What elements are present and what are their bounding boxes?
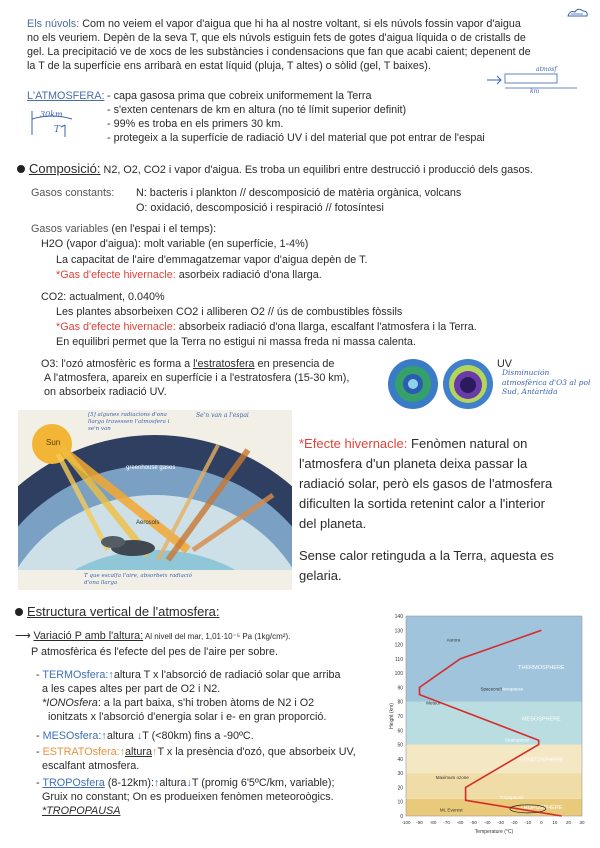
temperature-profile-chart xyxy=(388,610,588,836)
x-tick-label: 0 xyxy=(540,820,543,825)
greenhouse-line: del planeta. xyxy=(299,516,367,531)
layer-band xyxy=(406,773,582,799)
pressure-line xyxy=(15,629,385,644)
x-tick-label: -70 xyxy=(443,820,450,825)
bullet-icon xyxy=(17,165,25,173)
troposphere-text-3: T (promig 6'5ºC/km, variable); xyxy=(191,777,335,789)
o3-text-1: : l'ozó atmosfèric es forma a xyxy=(55,358,194,370)
annotation-label: Maximum ozone xyxy=(435,774,469,780)
layer-label: THERMOSPHERE xyxy=(518,664,565,671)
composition-line xyxy=(17,162,587,177)
y-tick-label: 100 xyxy=(394,671,403,678)
ionosphere-name: *IONOsfera xyxy=(42,697,98,709)
x-tick-label: -90 xyxy=(416,820,423,825)
h2o-greenhouse-text: asorbeix radiació d'ona llarga. xyxy=(175,269,322,281)
greenhouse-line: dificulten la sortida retenint calor a l'interior xyxy=(299,496,545,511)
y-tick-label: 10 xyxy=(397,799,403,806)
constant-gases-o xyxy=(136,201,586,215)
y-tick-label: 120 xyxy=(394,642,403,649)
h2o-text: : molt variable (en superfície, 1-4%) xyxy=(137,238,309,250)
sketch-30km-label: 30km xyxy=(40,110,63,119)
arrow-down-icon: ↓ xyxy=(186,777,192,789)
co2-line-3: En equilibri permet que la Terra no estigui ni massa freda ni massa calenta. xyxy=(56,336,416,348)
y-tick-label: 90 xyxy=(397,685,403,692)
clouds-line-1: Com no veiem el vapor d'aigua que hi ha al nostre voltant, si els núvols fossin vapor d'aigua xyxy=(79,18,521,30)
sketch-km-label: km xyxy=(530,88,540,95)
co2-line-1: Les plantes absorbeixen CO2 i alliberen O2 // ús de combustibles fòssils xyxy=(56,306,403,318)
constant-gases-label: Gasos constants: xyxy=(31,187,115,199)
y-tick-label: 80 xyxy=(397,699,403,706)
pressure-title: Variació P amb l'altura: xyxy=(33,630,144,642)
diagram-note-top-right: Se'n van a l'espai xyxy=(196,412,249,419)
greenhouse-line: gelaria. xyxy=(299,568,342,583)
variable-gases-text: (en l'espai i el temps): xyxy=(108,223,217,235)
y-axis-label: Height (km) xyxy=(389,703,395,729)
sun-label: Sun xyxy=(46,438,61,447)
h2o-line-2 xyxy=(56,268,322,282)
pressure-small: Al nivell del mar, 1,01·10⁻⁵ Pa (1kg/cm²). xyxy=(143,632,291,641)
composition-title: Composició: xyxy=(29,161,101,176)
arrow-up-icon: ↑ xyxy=(152,746,158,758)
o3-text-2: en presencia de xyxy=(254,358,335,370)
y-tick-label: 20 xyxy=(397,785,403,792)
troposphere-text-2: altura xyxy=(159,777,187,789)
x-tick-label: -80 xyxy=(429,820,437,825)
greenhouse-title: *Efecte hivernacle: xyxy=(299,436,408,451)
uv-label: UV xyxy=(497,358,512,370)
composition-text: N2, O2, CO2 i vapor d'aigua. Es troba un equilibri entre destrucció i producció dels gasos. xyxy=(100,164,533,176)
x-tick-label: 20 xyxy=(565,820,571,825)
x-tick-label: -40 xyxy=(483,820,491,825)
thermosphere-name: TERMOsfera: xyxy=(42,669,109,681)
h2o-greenhouse-label: *Gas d'efecte hivernacle: xyxy=(56,269,176,281)
greenhouse-gases-label: greenhouse gases xyxy=(126,465,176,471)
diagram-note-bottom: T que escalfa l'aire, absorbeix radiació d'ona llarga xyxy=(84,573,192,586)
co2-heading xyxy=(41,290,165,304)
y-tick-label: 30 xyxy=(397,771,403,778)
ionosphere-text: : a la part baixa, s'hi troben àtoms de N2 i O2 xyxy=(97,697,315,709)
stratosphere-item: - ESTRATOsfera:↑altura↑T x la presència d'ozó, que absorbeix UV, escalfant atmosfera. xyxy=(36,746,356,772)
x-tick-label: 10 xyxy=(552,820,558,825)
n-text: bacteris i plankton // descomposició de matèria orgànica, volcans xyxy=(146,187,462,199)
h2o-line-1: La capacitat de l'aire d'emmagatzemar vapor d'aigua depèn de T. xyxy=(56,254,368,266)
ionosphere-line-2: ionitzats x l'absorció d'energia solar i e- en gran proporció. xyxy=(48,711,327,723)
diagram-note-top-left: [5] algunes radiacions d'ona llarga travessen l'atmosfera i se'n van xyxy=(88,412,170,432)
x-tick-label: -50 xyxy=(470,820,477,825)
greenhouse-line: Fenòmen natural on xyxy=(407,436,528,451)
mesosphere-name: MESOsfera: xyxy=(42,730,102,742)
x-axis-label: Temperature (°C) xyxy=(474,829,514,835)
clouds-line-4: la T de la superfície ens arribarà en estat líquid (pluja, T altes) o sòlid (gel, T baixes). xyxy=(27,60,431,72)
h2o-title: H2O (vapor d'aigua) xyxy=(41,238,138,250)
x-tick-label: -100 xyxy=(401,820,411,825)
atmosphere-item: - s'exten centenars de km en altura (no té límit superior definit) xyxy=(107,104,407,116)
atmosphere-list xyxy=(107,89,547,145)
annotation-label: Mt. Everest xyxy=(439,807,463,813)
mesosphere-item: - MESOsfera:↑altura ↓T (<80km) fins a -90ºC. xyxy=(36,730,254,742)
y-tick-label: 40 xyxy=(397,756,403,763)
sketch-t-label: T xyxy=(54,125,61,135)
layer-label: Mesopause xyxy=(499,686,524,692)
greenhouse-diagram xyxy=(18,410,292,590)
troposphere-line-2: Gruix no constant; On es produeixen fenòmen meteoroògics. xyxy=(42,791,334,803)
x-tick-label: -60 xyxy=(456,820,464,825)
arrow-up-icon: ↑ xyxy=(101,730,107,742)
thermosphere-line-2: a les capes altes per part de O2 i N2. xyxy=(42,683,221,695)
clouds-line-2: no els veuriem. Depèn de la seva T, que els núvols estiguin fets de gotes d'aigua líquida o de cristalls de xyxy=(27,32,526,44)
arrow-up-icon: ↑ xyxy=(154,777,160,789)
arrow-up-icon: ↑ xyxy=(119,746,126,758)
co2-title: CO2 xyxy=(41,291,64,303)
layer-label: STRATOSPHERE xyxy=(519,757,564,764)
constant-gases-n xyxy=(136,186,586,200)
y-tick-label: 0 xyxy=(400,814,403,820)
arrow-down-icon: ↓ xyxy=(136,730,143,742)
thermosphere-text: altura T x l'absorció de radiació solar que arriba xyxy=(113,669,341,681)
variable-gases-heading xyxy=(31,222,216,236)
aerosols-label: Aerosols xyxy=(136,520,160,526)
greenhouse-line: l'atmosfera d'un planeta deixa passar la xyxy=(299,456,528,471)
bullet-icon xyxy=(15,608,23,616)
o-text: oxidació, descomposició i respiració // fotosíntesi xyxy=(147,202,384,214)
co2-greenhouse-text: absorbeix radiació d'ona llarga, escalfant l'atmosfera i la Terra. xyxy=(175,321,477,333)
sketch-atmosf-label: atmosf xyxy=(536,66,557,73)
y-tick-label: 130 xyxy=(394,628,403,635)
stratosphere-line-2: escalfant atmosfera. xyxy=(42,760,140,772)
arrow-right-icon: ⟶ xyxy=(15,630,31,642)
stratosphere-text-2: T x la presència d'ozó, que absorbeix UV, xyxy=(157,746,356,758)
o-key: O: xyxy=(136,202,148,214)
tropopause-label: *TROPOPAUSA xyxy=(42,805,121,817)
layer-label: TROPOSPHERE xyxy=(520,804,563,811)
atmosphere-item: - protegeix a la superfície de radiació UV i del material que pot entrar de l'espai xyxy=(107,132,485,144)
thermosphere-item: - TERMOsfera:↑altura T x l'absorció de radiació solar que arriba a les capes altes per part de O2 i N2. *IONOsfera: a la part baixa, s'hi troben àtoms de N2 i O2 ionitzats x l'absorció d'energia solar i e- en gran proporció. xyxy=(36,669,341,723)
n-key: N: xyxy=(136,187,147,199)
x-tick-label: -20 xyxy=(511,820,518,825)
co2-greenhouse-label: *Gas d'efecte hivernacle: xyxy=(56,321,176,333)
clouds-paragraph xyxy=(27,17,567,73)
x-tick-label: 30 xyxy=(579,820,585,825)
greenhouse-line: Sense calor retinguda a la Terra, aquesta es xyxy=(299,548,554,563)
y-tick-label: 50 xyxy=(397,742,403,749)
arrow-up-icon: ↑ xyxy=(108,669,114,681)
greenhouse-line: radiació solar, però els gasos de l'atmosfera xyxy=(299,476,553,491)
y-tick-label: 110 xyxy=(395,656,403,663)
layer-label: MESOSPHERE xyxy=(521,716,561,723)
mesosphere-text-2: T (<80km) fins a -90ºC. xyxy=(142,730,254,742)
co2-text: : actualment, 0.040% xyxy=(63,291,165,303)
atmosphere-item: - capa gasosa prima que cobreix uniformement la Terra xyxy=(107,90,372,102)
y-tick-label: 70 xyxy=(397,714,403,720)
variable-gases-label: Gasos variables xyxy=(31,223,109,235)
mesosphere-text: altura xyxy=(106,730,134,742)
h2o-heading xyxy=(41,237,308,251)
o3-stratosphere: l'estratosfera xyxy=(193,358,255,370)
atmosphere-title: L'ATMOSFERA: xyxy=(27,90,105,102)
annotation-label: Spacecraft xyxy=(480,686,502,692)
troposphere-name: TROPOsfera xyxy=(42,777,105,789)
co2-line-2 xyxy=(56,320,477,334)
layer-label: Tropopause xyxy=(499,794,524,800)
o3-title: O3 xyxy=(41,358,56,370)
x-tick-label: -10 xyxy=(524,820,532,825)
y-tick-label: 60 xyxy=(397,728,403,735)
x-tick-label: -30 xyxy=(497,820,505,825)
troposphere-item: - TROPOsfera (8-12km):↑altura↓T (promig 6'5ºC/km, variable); Gruix no constant; On es produeixen fenòmen meteoroògics. *TROPOPAUSA xyxy=(36,777,335,817)
o3-paragraph xyxy=(41,357,381,399)
atmosphere-item: - 99% es troba en els primers 30 km. xyxy=(107,118,284,130)
clouds-title: Els núvols: xyxy=(27,18,80,30)
stratosphere-name: ESTRATOsfera: xyxy=(42,746,120,758)
ozone-hole-maps xyxy=(386,357,496,411)
troposphere-text: (8-12km): xyxy=(104,777,155,789)
o3-line-3: on absorbeix radiació UV. xyxy=(44,386,167,398)
pressure-line-2: P atmosfèrica és l'efecte del pes de l'aire per sobre. xyxy=(31,646,278,658)
clouds-line-3: gel. La precipitació ve de xocs de les substàncies i condensacions que fan que acabi caient; depenent de xyxy=(27,46,531,58)
greenhouse-illustration xyxy=(18,410,292,590)
cloud-doodle-icon xyxy=(565,6,591,20)
greenhouse-definition xyxy=(299,434,589,586)
ozone-note: Disminución atmosfèrica d'O3 al pol Sud, Antàrtida xyxy=(502,368,591,396)
structure-heading xyxy=(15,604,220,619)
stratosphere-text: altura xyxy=(125,746,153,758)
annotation-label: Meteor xyxy=(426,700,441,706)
o3-line-2: A l'atmosfera, apareix en superfície i a l'estratosfera (15-30 km), xyxy=(44,372,350,384)
structure-title: Estructura vertical de l'atmosfera: xyxy=(27,604,220,619)
annotation-label: Aurora xyxy=(446,637,461,643)
layer-label: Stratopause xyxy=(504,737,530,743)
y-tick-label: 140 xyxy=(394,614,403,620)
